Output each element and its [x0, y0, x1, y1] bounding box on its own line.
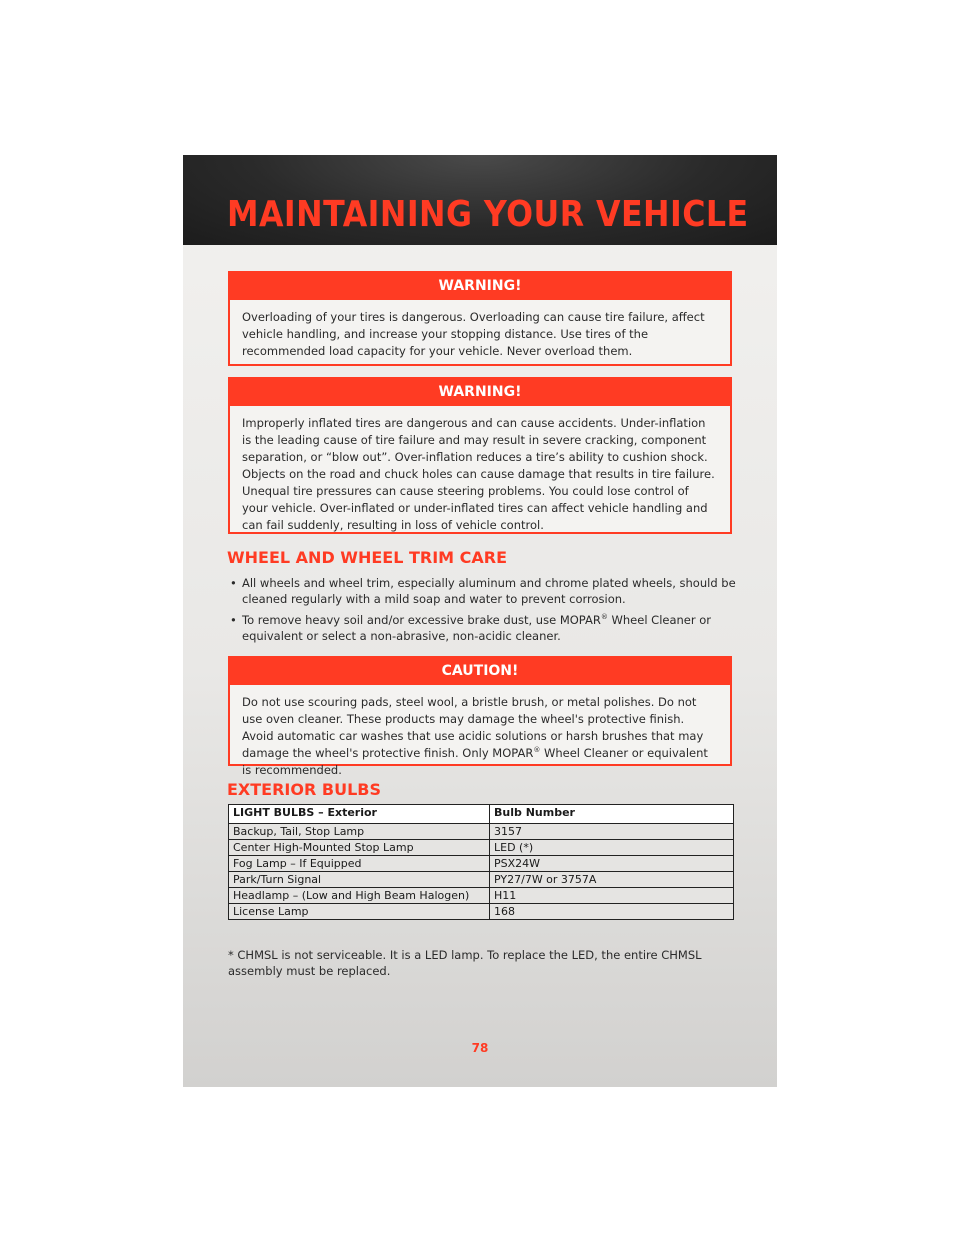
- table-row: [229, 888, 734, 904]
- page-header: [183, 155, 777, 245]
- warning-text: Improperly inflated tires are dangerous and can cause accidents. Under-inflation is the leading cause of tire failure and may result in severe cracking, component separation, or “blow out”. Over-inflation reduces a tire’s ability to cushion shock. Objects on the road and chuck holes can cause damage that results in tire failure. Unequal tire pressures can cause steering problems. You could lose control of your vehicle. Over-inflated or under-inflated tires can affect vehicle handling and can fail suddenly, resulting in loss of vehicle control.: [242, 416, 715, 532]
- caution-heading: CAUTION!: [230, 658, 730, 685]
- table-header-row: [229, 805, 734, 824]
- caution-text-a: Do not use scouring pads, steel wool, a bristle brush, or metal polishes. Do not use oven cleaner. These products may damage the wheel's protective finish. Avoid automatic car washes that use acidic solutions or harsh brushes that may damage the wheel's protective finish. Only MOPAR: [242, 695, 704, 760]
- warning-heading: WARNING!: [230, 379, 730, 406]
- table-cell: 168: [490, 904, 734, 920]
- caution-text: [230, 685, 730, 779]
- bullet-text: All wheels and wheel trim, especially aluminum and chrome plated wheels, should be cleaned regularly with a mild soap and water to prevent corrosion.: [242, 576, 736, 606]
- table-cell: License Lamp: [229, 904, 490, 920]
- table-cell: Fog Lamp – If Equipped: [229, 856, 490, 872]
- registered-mark: ®: [533, 746, 541, 755]
- list-item: • All wheels and wheel trim, especially aluminum and chrome plated wheels, should be cleaned regularly with a mild soap and water to prevent corrosion.: [230, 576, 736, 606]
- table-row: [229, 856, 734, 872]
- table-row: [229, 872, 734, 888]
- bullet-text: To remove heavy soil and/or excessive brake dust, use MOPAR: [242, 613, 601, 627]
- table-cell: PY27/7W or 3757A: [490, 872, 734, 888]
- warning-box-inflation: [228, 377, 732, 534]
- warning-box-overloading: [228, 271, 732, 366]
- registered-mark: ®: [600, 613, 608, 622]
- section-heading-wheel-care: WHEEL AND WHEEL TRIM CARE: [227, 548, 508, 567]
- list-item: • To remove heavy soil and/or excessive brake dust, use MOPAR® Wheel Cleaner or equivalent or select a non-abrasive, non-acidic cleaner.: [230, 613, 712, 643]
- caution-text-b: Wheel Cleaner or equivalent is recommended.: [242, 746, 708, 777]
- wheel-care-list: [228, 575, 738, 649]
- table-cell: Backup, Tail, Stop Lamp: [229, 824, 490, 840]
- page-number: 78: [471, 1041, 489, 1055]
- table-cell: H11: [490, 888, 734, 904]
- manual-page: [183, 155, 777, 1087]
- table-row: [229, 824, 734, 840]
- table-cell: Park/Turn Signal: [229, 872, 490, 888]
- page-title: MAINTAINING YOUR VEHICLE: [227, 194, 749, 235]
- section-heading-exterior-bulbs: EXTERIOR BULBS: [227, 780, 381, 799]
- table-row: [229, 904, 734, 920]
- table-row: [229, 840, 734, 856]
- column-header: LIGHT BULBS – Exterior: [229, 805, 490, 824]
- column-header: Bulb Number: [490, 805, 734, 824]
- table-cell: LED (*): [490, 840, 734, 856]
- table-cell: 3157: [490, 824, 734, 840]
- warning-heading: WARNING!: [230, 273, 730, 300]
- bulbs-footnote: * CHMSL is not serviceable. It is a LED lamp. To replace the LED, the entire CHMSL assembly must be replaced.: [228, 948, 702, 978]
- table-cell: Center High-Mounted Stop Lamp: [229, 840, 490, 856]
- table-cell: PSX24W: [490, 856, 734, 872]
- bulbs-table: [228, 804, 734, 920]
- table-cell: Headlamp – (Low and High Beam Halogen): [229, 888, 490, 904]
- warning-text: Overloading of your tires is dangerous. Overloading can cause tire failure, affect vehicle handling, and increase your stopping distance. Use tires of the recommended load capacity for your vehicle. Never overload them.: [242, 310, 705, 358]
- caution-box: [228, 656, 732, 777]
- bullet-text-cont: Wheel Cleaner or equivalent or select a non-abrasive, non-acidic cleaner.: [242, 613, 712, 643]
